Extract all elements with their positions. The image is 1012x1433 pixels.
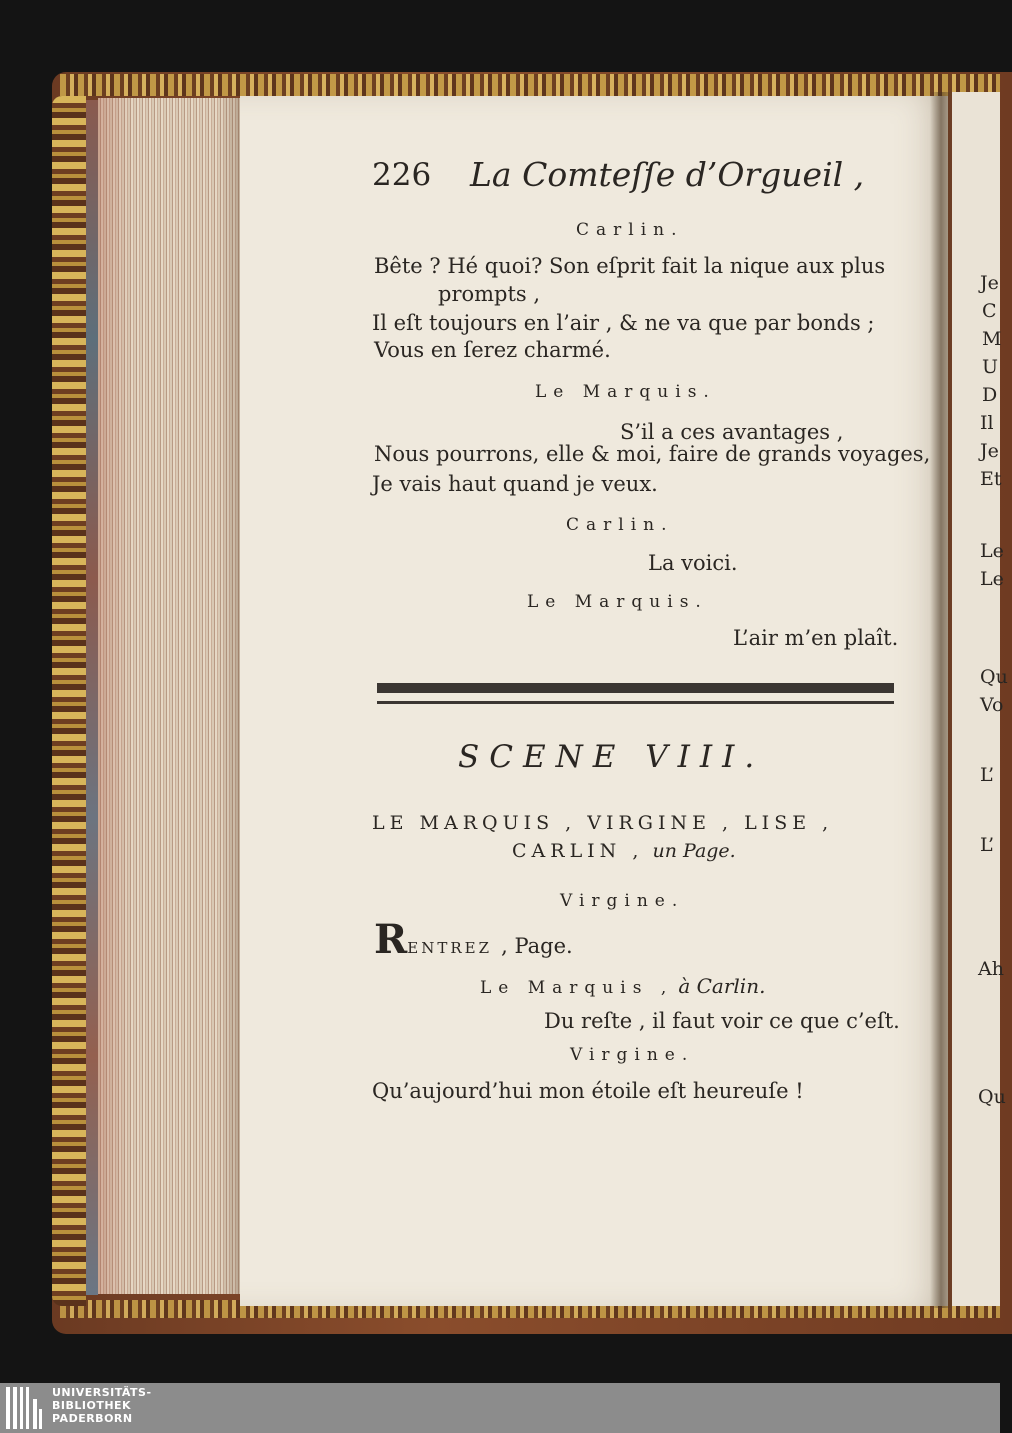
smallcaps-word: ENTREZ: [407, 939, 492, 957]
verse-line: Du reſte , il faut voir ce que c’eſt.: [544, 1009, 900, 1033]
verse-line: Il eſt toujours en l’air , & ne va que par bonds ;: [372, 311, 875, 335]
page-number: 226: [372, 157, 432, 193]
speaker-virgine: Virgine.: [570, 1045, 695, 1065]
speaker-carlin: Carlin.: [576, 220, 684, 240]
facing-fragment: Le: [980, 568, 1004, 590]
speaker-carlin: Carlin.: [566, 515, 674, 535]
facing-fragment: Le: [980, 540, 1004, 562]
facing-fragment: Il: [980, 412, 994, 434]
cast-names: CARLIN ,: [512, 840, 644, 862]
dropcap-line: [374, 916, 573, 963]
verse-line: prompts ,: [438, 282, 541, 306]
scene-title: SCENE VIII.: [458, 739, 765, 775]
verse-line: Je vais haut quand je veux.: [372, 472, 658, 496]
cast-page: un Page.: [652, 840, 736, 862]
facing-fragment: C: [982, 300, 997, 322]
cast-list: LE MARQUIS , VIRGINE , LISE ,: [372, 812, 834, 834]
facing-fragment: Je: [980, 272, 999, 294]
verse-line: Qu’aujourd’hui mon étoile eſt heureuſe !: [372, 1079, 804, 1103]
speaker-marquis: Le Marquis ,: [480, 978, 674, 998]
page-edges-shade: [98, 98, 240, 1294]
facing-fragment: Et: [980, 468, 1002, 490]
facing-fragment: Qu: [978, 1086, 1006, 1108]
cast-list-line-2: [512, 842, 736, 861]
library-line-1: UNIVERSITÄTS-: [52, 1386, 152, 1399]
divider-rule-thin: [377, 701, 894, 704]
speaker-marquis: Le Marquis.: [527, 592, 708, 612]
divider-rule-thick: [377, 683, 894, 693]
dropcap-letter: R: [374, 916, 408, 963]
marbled-endpaper: [86, 100, 98, 1295]
library-line-2: BIBLIOTHEK: [52, 1399, 132, 1412]
spine-gilt-decoration: [52, 96, 86, 1306]
verse-line: La voici.: [648, 551, 738, 575]
verse-line: , Page.: [501, 934, 573, 958]
library-logo-icon: [6, 1387, 44, 1429]
verse-line: S’il a ces avantages ,: [620, 420, 844, 444]
library-line-3: PADERBORN: [52, 1412, 133, 1425]
verse-line: L’air m’en plaît.: [733, 626, 899, 650]
library-logo-text: [52, 1386, 192, 1425]
facing-fragment: Qu: [980, 666, 1008, 688]
verse-line: Nous pourrons, elle & moi, faire de grands voyages,: [374, 442, 931, 466]
speaker-marquis: Le Marquis.: [535, 382, 716, 402]
book-gutter: [930, 92, 952, 1308]
facing-fragment: M: [982, 328, 1002, 350]
verse-line: Vous en ſerez charmé.: [374, 338, 611, 362]
gilt-edge-top: [60, 74, 1000, 96]
verse-line: Bête ? Hé quoi? Son eſprit fait la nique aux plus: [374, 254, 886, 278]
speaker-marquis-line: [480, 976, 765, 997]
speaker-virgine: Virgine.: [560, 891, 685, 911]
facing-fragment: D: [982, 384, 998, 406]
facing-fragment: Ah: [978, 958, 1004, 980]
facing-fragment: U: [982, 356, 999, 378]
facing-fragment: L’: [980, 764, 995, 786]
running-head: La Comteſſe d’Orgueil ,: [470, 155, 865, 194]
stage-direction: à Carlin.: [678, 974, 766, 998]
facing-fragment: L’: [980, 834, 995, 856]
facing-fragment: Vo: [980, 694, 1004, 716]
facing-fragment: Je: [980, 440, 999, 462]
